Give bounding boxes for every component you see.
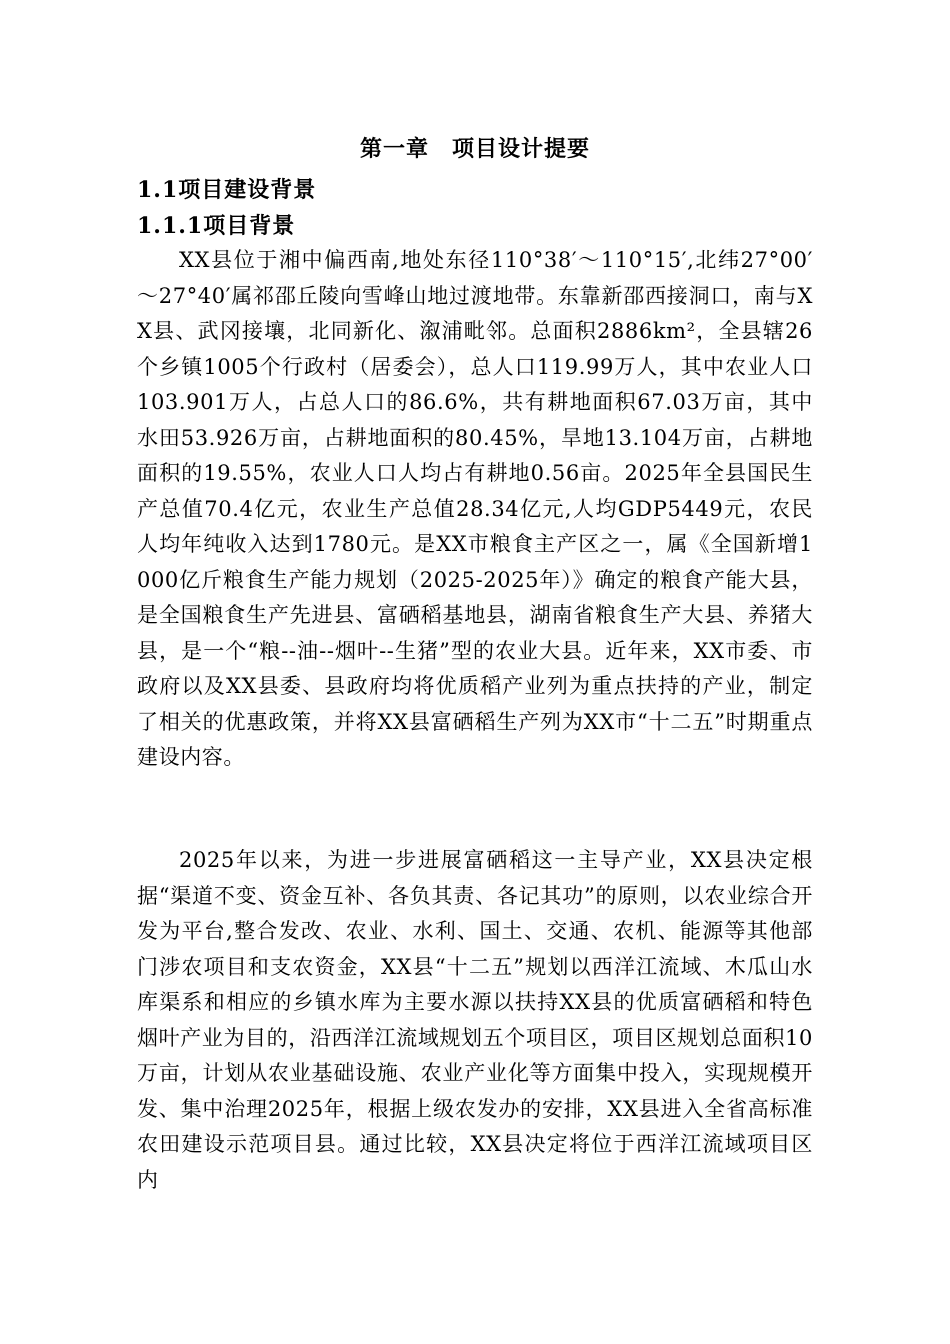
body-paragraph-2: 2025年以来，为进一步进展富硒稻这一主导产业，XX县决定根据“渠道不变、资金互补、各负其责、各记其功”的原则，以农业综合开发为平台,整合发改、农业、水利、国土、交通、农机、能源等其他部门涉农项目和支农资金，XX县“十二五”规划以西洋江流域、木瓜山水库渠系和相应的乡镇水库为主要水源以扶持XX县的优质富硒稻和特色烟叶产业为目的，沿西洋江流域规划五个项目区，项目区规划总面积10万亩，计划从农业基础设施、农业产业化等方面集中投入，实现规模开发、集中治理2025年，根据上级农发办的安排，XX县进入全省高标准农田建设示范项目县。通过比较，XX县决定将位于西洋江流域项目区内 xyxy=(137,848,813,1192)
chapter-title: 第一章 项目设计提要 xyxy=(359,136,590,162)
section-heading-1-1: 1.1项目建设背景 xyxy=(137,177,317,203)
body-paragraph-1: XX县位于湘中偏西南,地处东径110°38′～110°15′,北纬27°00′～27°40′属祁邵丘陵向雪峰山地过渡地带。东靠新邵西接洞口，南与XX县、武冈接壤，北同新化、溆浦毗邻。总面积2886km²，全县辖26个乡镇1005个行政村（居委会），总人口119.99万人，其中农业人口103.901万人，占总人口的86.6%，共有耕地面积67.03万亩，其中水田53.926万亩，占耕地面积的80.45%，旱地13.104万亩，占耕地面积的19.55%，农业人口人均占有耕地0.56亩。2025年全县国民生产总值70.4亿元，农业生产总值28.34亿元,人均GDP5449元，农民人均年纯收入达到1780元。是XX市粮食主产区之一，属《全国新增1000亿斤粮食生产能力规划（2025-2025年）》确定的粮食产能大县，是全国粮食生产先进县、富硒稻基地县，湖南省粮食生产大县、养猪大县，是一个“粮--油--烟叶--生猪”型的农业大县。近年来，XX市委、市政府以及XX县委、县政府均将优质稻产业列为重点扶持的产业，制定了相关的优惠政策，并将XX县富硒稻生产列为XX市“十二五”时期重点建设内容。 xyxy=(137,248,813,769)
section-heading-1-1-1: 1.1.1项目背景 xyxy=(137,213,296,239)
